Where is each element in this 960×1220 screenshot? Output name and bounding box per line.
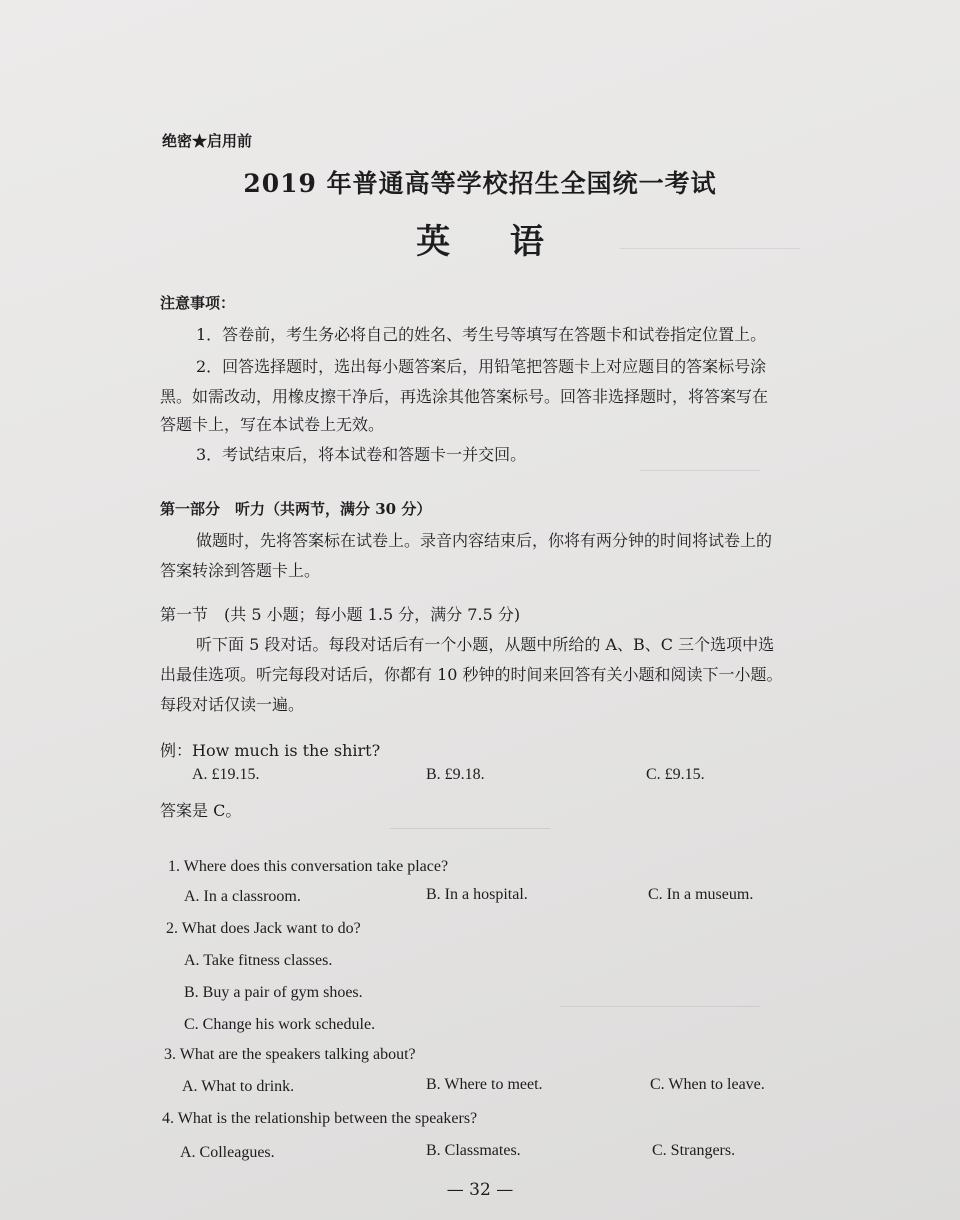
option-c: C. Change his work schedule. [184,1016,376,1033]
example-question: 例：How much is the shirt? [160,741,381,760]
section1-heading: 第一节 (共 5 小题；每小题 1.5 分，满分 7.5 分) [160,605,521,624]
option-b: B. Buy a pair of gym shoes. [184,984,363,1001]
note-item: 1．答卷前，考生务必将自己的姓名、考生号等填写在答题卡和试卷指定位置上。 [196,325,767,344]
example-option-c: C. £9.15. [646,766,705,783]
question-stem: 4. What is the relationship between the speakers? [162,1110,478,1127]
page-number: — 32 — [446,1180,514,1200]
option-a: A. What to drink. [182,1078,295,1095]
show-through-mark [560,996,760,1007]
exam-title: 2019 年普通高等学校招生全国统一考试 [243,169,717,198]
show-through-mark [640,460,760,471]
question-stem: 2. What does Jack want to do? [166,920,361,937]
section1-instruction: 每段对话仅读一遍。 [160,695,305,714]
note-item: 黑。如需改动，用橡皮擦干净后，再选涂其他答案标号。回答非选择题时，将答案写在 [160,387,769,406]
option-b: B. In a hospital. [426,886,528,903]
option-a: A. Colleagues. [180,1144,275,1161]
example-option-b: B. £9.18. [426,766,485,783]
notes-heading: 注意事项： [160,294,236,312]
section1-instruction: 出最佳选项。听完每段对话后，你都有 10 秒钟的时间来回答有关小题和阅读下一小题。 [160,665,783,684]
option-b: B. Classmates. [426,1142,521,1159]
option-a: A. Take fitness classes. [184,952,333,969]
question-stem: 3. What are the speakers talking about? [164,1046,416,1063]
example-option-a: A. £19.15. [192,766,260,783]
section1-instruction: 听下面 5 段对话。每段对话后有一个小题，从题中所给的 A、B、C 三个选项中选 [196,635,775,654]
option-a: A. In a classroom. [184,888,301,905]
part1-instruction: 答案转涂到答题卡上。 [160,561,321,580]
note-item: 3．考试结束后，将本试卷和答题卡一并交回。 [196,445,527,464]
note-item: 答题卡上，写在本试卷上无效。 [160,415,385,434]
note-item: 2．回答选择题时，选出每小题答案后，用铅笔把答题卡上对应题目的答案标号涂 [196,357,767,376]
option-b: B. Where to meet. [426,1076,543,1093]
option-c: C. When to leave. [650,1076,765,1093]
subject-title: 英 语 [416,222,568,262]
confidential-label: 绝密★启用前 [162,132,253,150]
show-through-mark [390,828,550,837]
part1-heading: 第一部分 听力（共两节，满分 30 分） [160,500,432,518]
part1-instruction: 做题时，先将答案标在试卷上。录音内容结束后，你将有两分钟的时间将试卷上的 [196,531,773,550]
question-stem: 1. Where does this conversation take place? [168,858,449,875]
option-c: C. Strangers. [652,1142,736,1159]
example-answer: 答案是 C。 [160,801,242,820]
option-c: C. In a museum. [648,886,754,903]
